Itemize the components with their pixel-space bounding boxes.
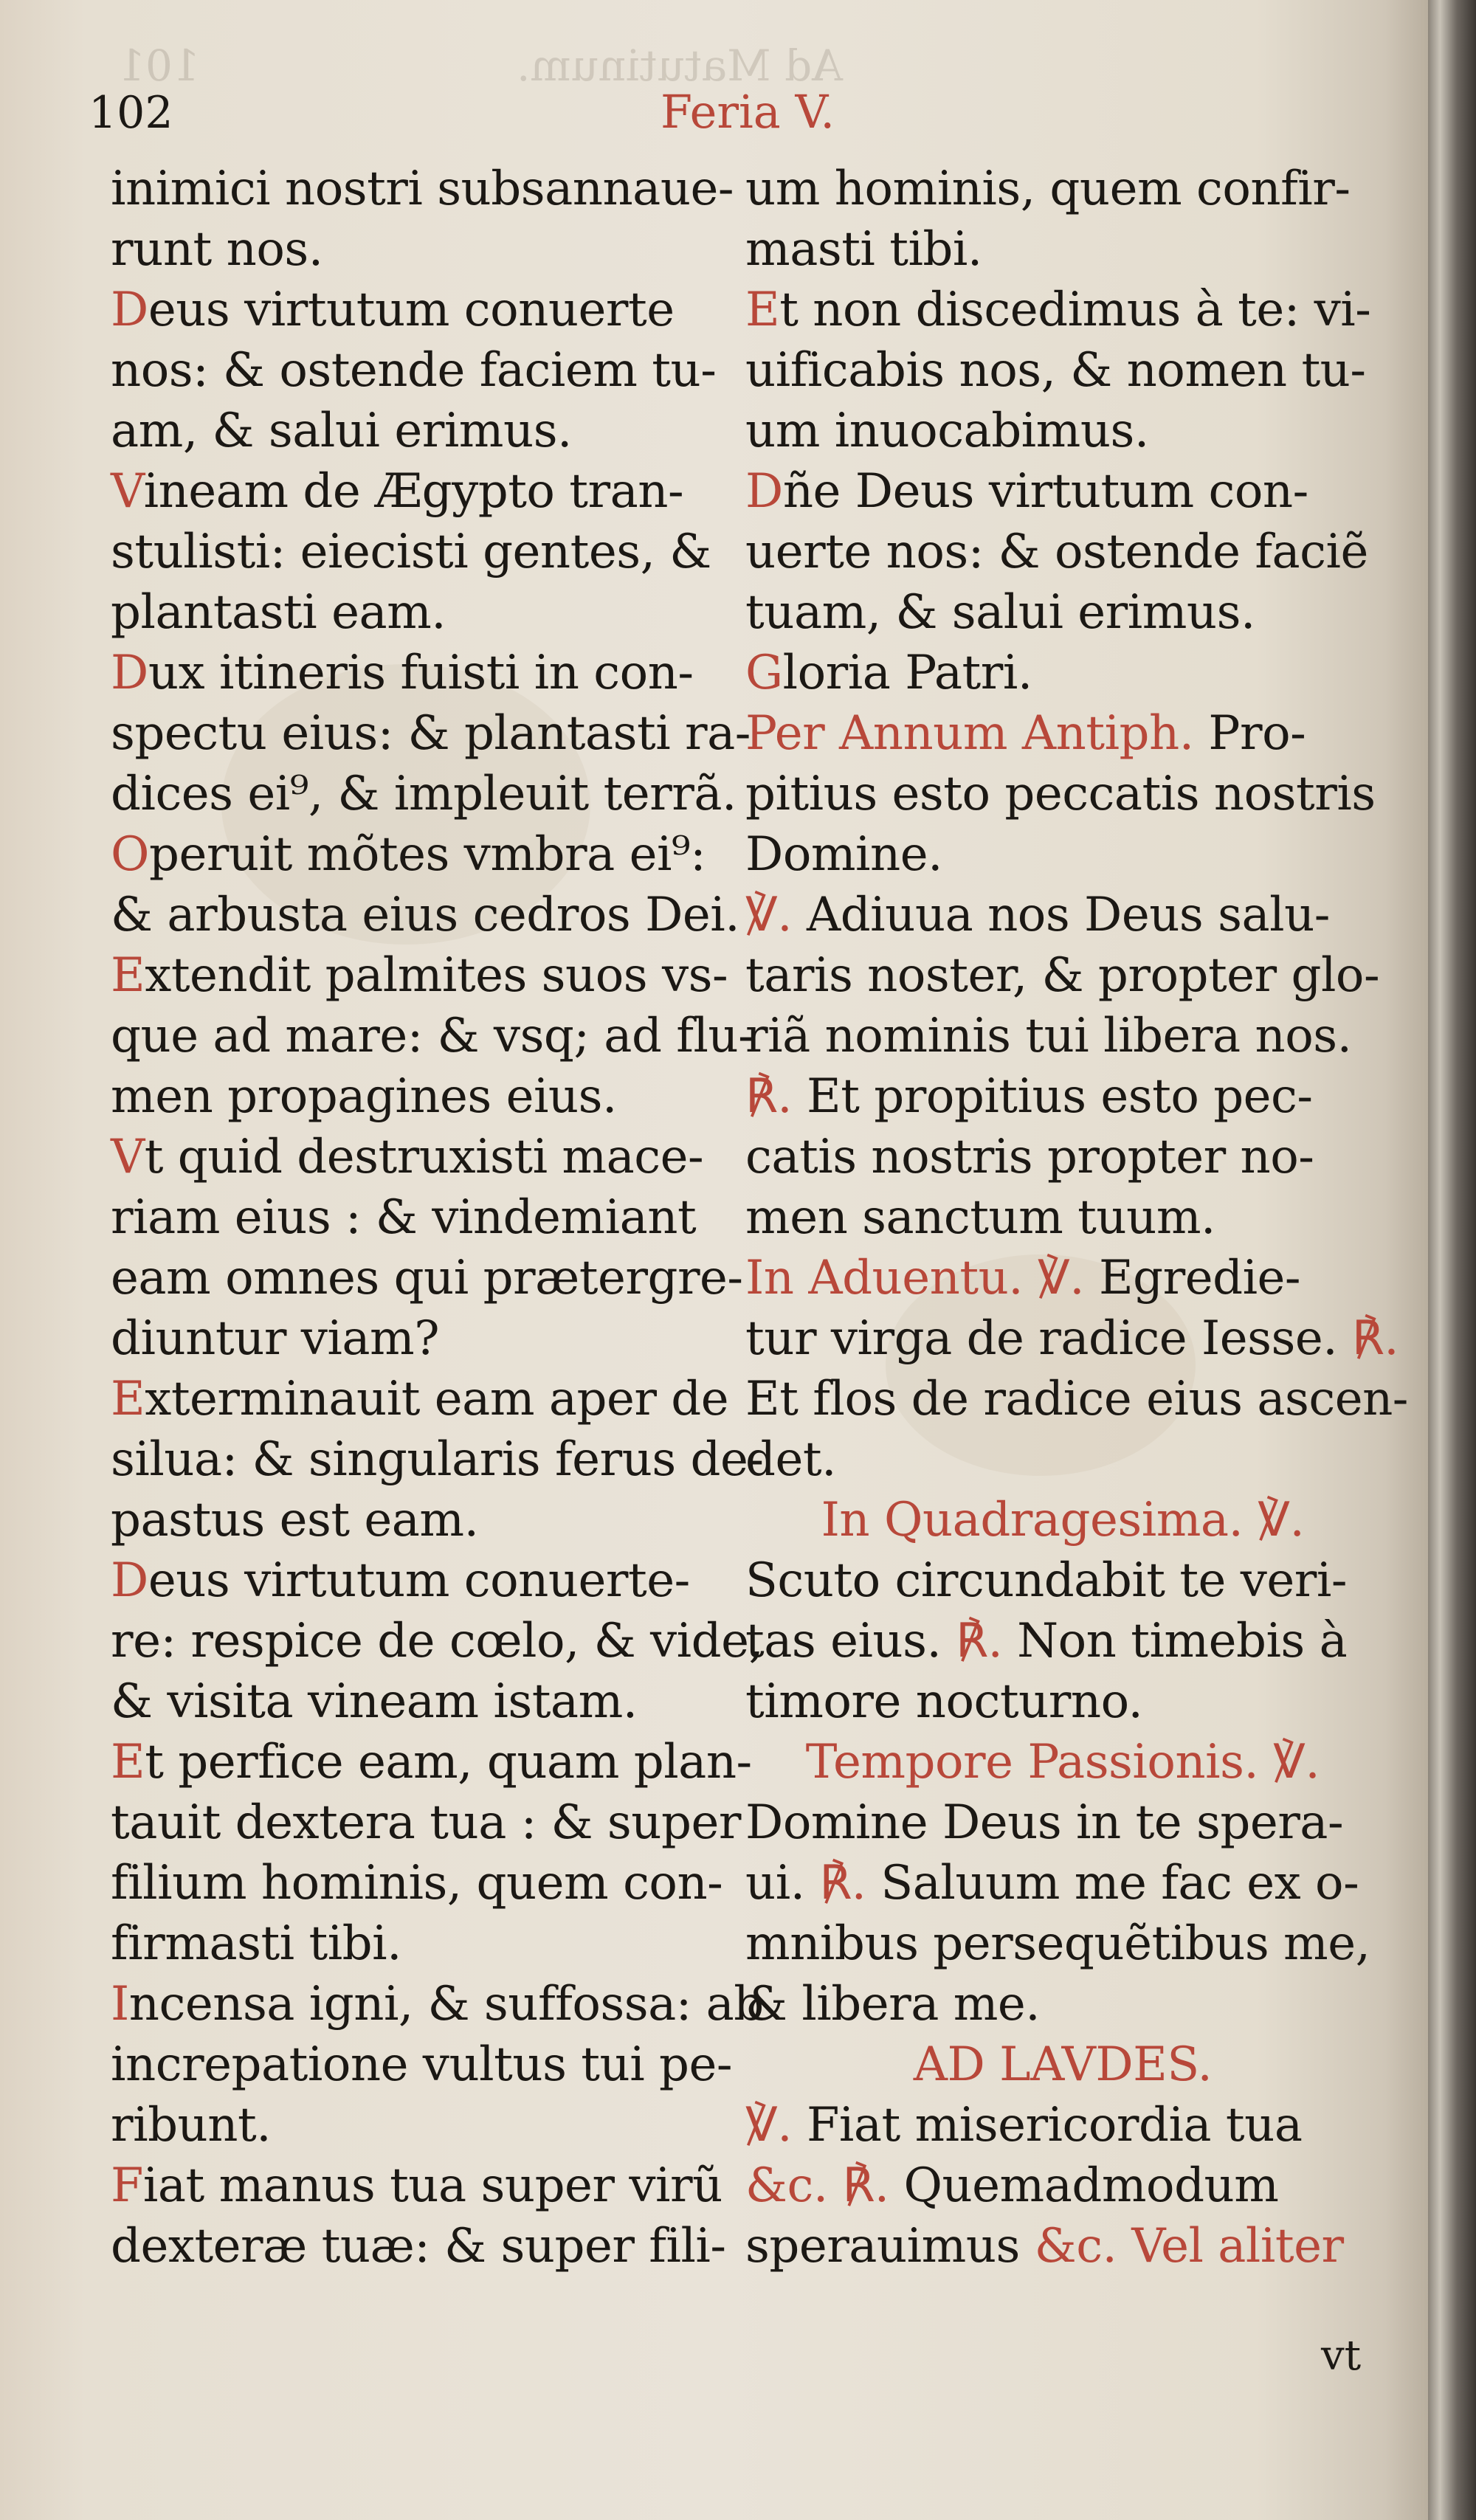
- text-line: [111, 885, 740, 945]
- show-through-title: Ad Matutinum.: [517, 41, 844, 91]
- line-text: diuntur viam?: [111, 1311, 440, 1366]
- line-text: tas eius.: [745, 1614, 956, 1668]
- line-text: Et propitius esto pec-: [792, 1069, 1313, 1124]
- text-line: [745, 1187, 1380, 1248]
- text-line: [111, 401, 731, 461]
- line-text: inimici nostri subsannaue-: [111, 162, 734, 216]
- text-line: [745, 2216, 1380, 2276]
- line-text: um inuocabimus.: [745, 404, 1149, 458]
- line-text: timore nocturno.: [745, 1674, 1143, 1729]
- drop-initial: D: [111, 646, 148, 700]
- line-text: ux itineris fuisti in con-: [148, 646, 694, 700]
- line-text: am, & salui erimus.: [111, 404, 572, 458]
- line-text: xterminauit eam aper de: [145, 1372, 729, 1426]
- drop-initial: V: [111, 1130, 145, 1184]
- text-line: [745, 1671, 1380, 1732]
- line-text: dices ei⁹, & impleuit terrã.: [111, 767, 737, 821]
- text-line: [111, 1671, 731, 1732]
- drop-initial: E: [745, 283, 780, 337]
- line-text: sperauimus: [745, 2219, 1035, 2274]
- text-line: [111, 280, 731, 340]
- text-line: [745, 219, 1380, 280]
- line-text: Scuto circundabit te veri-: [745, 1553, 1347, 1608]
- text-line: [745, 2034, 1380, 2095]
- drop-initial: O: [111, 827, 149, 882]
- drop-initial: G: [745, 646, 783, 700]
- text-line: [111, 1611, 764, 1671]
- line-text: loria Patri.: [782, 646, 1032, 700]
- page-number: 102: [89, 87, 173, 139]
- rubric-text: ℟.: [1351, 1311, 1399, 1366]
- text-line: [745, 703, 1380, 764]
- text-line: [111, 824, 731, 885]
- line-text: Et flos de radice eius ascen-: [745, 1372, 1408, 1426]
- line-text: Fiat misericordia tua: [792, 2098, 1303, 2153]
- text-line: [745, 1006, 1380, 1066]
- line-text: Egredie-: [1084, 1251, 1301, 1305]
- drop-initial: D: [111, 1553, 148, 1608]
- text-line: [745, 1974, 1380, 2034]
- line-text: Saluum me fac ex o-: [866, 1856, 1359, 1910]
- text-line: [745, 1550, 1380, 1611]
- rubric-text: Tempore Passionis. ℣.: [805, 1735, 1320, 1789]
- line-text: riam eius : & vindemiant: [111, 1190, 697, 1245]
- text-line: [745, 1853, 1380, 1913]
- line-text: catis nostris propter no-: [745, 1130, 1314, 1184]
- text-line: [111, 1792, 741, 1853]
- line-text: plantasti eam.: [111, 585, 446, 640]
- text-line: [745, 1913, 1380, 1974]
- line-text: tuam, & salui erimus.: [745, 585, 1255, 640]
- line-text: riã nominis tui libera nos.: [745, 1009, 1352, 1063]
- drop-initial: E: [111, 948, 145, 1003]
- text-line: [745, 401, 1380, 461]
- text-line: [111, 1248, 743, 1308]
- line-text: & visita vineam istam.: [111, 1674, 638, 1729]
- text-line: [111, 582, 731, 643]
- line-text: Quemadmodum: [889, 2158, 1279, 2213]
- line-text: mnibus persequẽtibus me,: [745, 1916, 1370, 1971]
- text-line: [111, 2034, 731, 2095]
- line-text: ncensa igni, & suffossa: ab: [128, 1977, 764, 2031]
- text-line: [745, 1429, 1380, 1490]
- text-line: [745, 1611, 1380, 1671]
- line-text: ui.: [745, 1856, 820, 1910]
- running-title: Feria V.: [661, 85, 835, 139]
- line-text: eus virtutum conuerte-: [148, 1553, 690, 1608]
- text-line: [745, 643, 1380, 703]
- text-line: [745, 159, 1380, 219]
- text-line: [745, 280, 1380, 340]
- drop-initial: V: [111, 464, 144, 519]
- text-line: [111, 522, 731, 582]
- line-text: ribunt.: [111, 2098, 272, 2153]
- line-text: masti tibi.: [745, 222, 982, 277]
- drop-initial: D: [745, 464, 783, 519]
- text-line: [111, 219, 731, 280]
- text-line: [745, 522, 1380, 582]
- line-text: pastus est eam.: [111, 1493, 479, 1547]
- line-text: t non discedimus à te: vi-: [779, 283, 1371, 337]
- rubric-text: In Aduentu. ℣.: [745, 1251, 1085, 1305]
- line-text: men propagines eius.: [111, 1069, 617, 1124]
- show-through-page-number: 101: [118, 41, 200, 91]
- text-line: [745, 1248, 1380, 1308]
- line-text: peruit mõtes vmbra ei⁹:: [148, 827, 706, 882]
- line-text: iat manus tua super virũ: [142, 2158, 723, 2213]
- drop-initial: F: [111, 2158, 143, 2213]
- text-line: [745, 764, 1380, 824]
- text-line: [745, 1792, 1380, 1853]
- text-line: [111, 1490, 731, 1550]
- line-text: Adiuua nos Deus salu-: [792, 888, 1330, 942]
- text-line: [111, 1127, 731, 1187]
- text-line: [111, 1853, 731, 1913]
- line-text: det.: [745, 1432, 836, 1487]
- line-text: tur virga de radice Iesse.: [745, 1311, 1352, 1366]
- text-line: [111, 340, 731, 401]
- rubric-text: ℟.: [819, 1856, 866, 1910]
- text-line: [745, 885, 1380, 945]
- line-text: xtendit palmites suos vs-: [145, 948, 728, 1003]
- text-line: [745, 1732, 1380, 1792]
- line-text: ñe Deus virtutum con-: [782, 464, 1308, 519]
- line-text: Pro-: [1193, 706, 1306, 761]
- text-line: [745, 461, 1380, 522]
- text-line: [111, 461, 731, 522]
- text-line: [745, 1490, 1380, 1550]
- line-text: silua: & singularis ferus de-: [111, 1432, 764, 1487]
- rubric-text: AD LAVDES.: [913, 2037, 1213, 2092]
- line-text: um hominis, quem confir-: [745, 162, 1351, 216]
- text-line: [745, 2095, 1380, 2155]
- line-text: increpatione vultus tui pe-: [111, 2037, 732, 2092]
- rubric-text: ℣.: [745, 888, 793, 942]
- line-text: & libera me.: [745, 1977, 1041, 2031]
- text-line: [111, 1369, 731, 1429]
- rubric-text: ℟.: [745, 1069, 793, 1124]
- text-line: [111, 703, 751, 764]
- facing-page-edge: [1428, 0, 1476, 2520]
- text-line: [745, 1369, 1408, 1429]
- drop-initial: E: [111, 1735, 145, 1789]
- right-text-column: [745, 159, 1408, 2276]
- text-line: [111, 643, 731, 703]
- line-text: que ad mare: & vsq; ad flu-: [111, 1009, 754, 1063]
- text-line: [111, 2095, 731, 2155]
- catchword: vt: [1321, 2332, 1362, 2380]
- text-line: [745, 824, 1380, 885]
- text-line: [745, 1127, 1380, 1187]
- text-line: [745, 340, 1380, 401]
- text-line: [111, 2155, 731, 2216]
- text-line: [111, 1006, 754, 1066]
- line-text: firmasti tibi.: [111, 1916, 401, 1971]
- text-line: [111, 1066, 731, 1127]
- text-line: [111, 1550, 731, 1611]
- line-text: uificabis nos, & nomen tu-: [745, 343, 1366, 398]
- line-text: Domine.: [745, 827, 942, 882]
- line-text: & arbusta eius cedros Dei.: [111, 888, 740, 942]
- line-text: t perfice eam, quam plan-: [145, 1735, 752, 1789]
- line-text: spectu eius: & plantasti ra-: [111, 706, 751, 761]
- line-text: eus virtutum conuerte: [148, 283, 675, 337]
- line-text: stulisti: eiecisti gentes, &: [111, 525, 711, 579]
- line-text: tauit dextera tua : & super: [111, 1795, 741, 1850]
- line-text: re: respice de cœlo, & vide,: [111, 1614, 764, 1668]
- rubric-text: &c. Vel aliter: [1034, 2219, 1344, 2274]
- drop-initial: E: [111, 1372, 145, 1426]
- rubric-text: In Quadragesima. ℣.: [821, 1493, 1305, 1547]
- text-line: [111, 1187, 731, 1248]
- line-text: runt nos.: [111, 222, 323, 277]
- text-line: [111, 1308, 731, 1369]
- text-line: [745, 2155, 1380, 2216]
- rubric-text: ℣.: [745, 2098, 793, 2153]
- drop-initial: D: [111, 283, 148, 337]
- text-line: [111, 1913, 731, 1974]
- text-line: [745, 582, 1380, 643]
- rubric-text: Per Annum Antiph.: [745, 706, 1194, 761]
- text-line: [111, 2216, 731, 2276]
- rubric-text: &c. ℟.: [745, 2158, 889, 2213]
- text-line: [745, 1308, 1399, 1369]
- text-line: [111, 1429, 764, 1490]
- line-text: ineam de Ægypto tran-: [143, 464, 684, 519]
- line-text: Non timebis à: [1002, 1614, 1348, 1668]
- line-text: filium hominis, quem con-: [111, 1856, 723, 1910]
- rubric-text: ℟.: [956, 1614, 1003, 1668]
- text-line: [111, 1974, 764, 2034]
- drop-initial: I: [111, 1977, 129, 2031]
- text-line: [111, 159, 734, 219]
- line-text: eam omnes qui prætergre-: [111, 1251, 743, 1305]
- line-text: nos: & ostende faciem tu-: [111, 343, 717, 398]
- line-text: Domine Deus in te spera-: [745, 1795, 1344, 1850]
- line-text: dexteræ tuæ: & super fili-: [111, 2219, 726, 2274]
- line-text: pitius esto peccatis nostris: [745, 767, 1376, 821]
- text-line: [745, 945, 1380, 1006]
- text-line: [111, 945, 731, 1006]
- left-text-column: [111, 159, 764, 2276]
- line-text: men sanctum tuum.: [745, 1190, 1215, 1245]
- text-line: [745, 1066, 1380, 1127]
- line-text: uerte nos: & ostende faciẽ: [745, 525, 1368, 579]
- line-text: taris noster, & propter glo-: [745, 948, 1380, 1003]
- line-text: t quid destruxisti mace-: [144, 1130, 704, 1184]
- text-line: [111, 764, 737, 824]
- text-line: [111, 1732, 752, 1792]
